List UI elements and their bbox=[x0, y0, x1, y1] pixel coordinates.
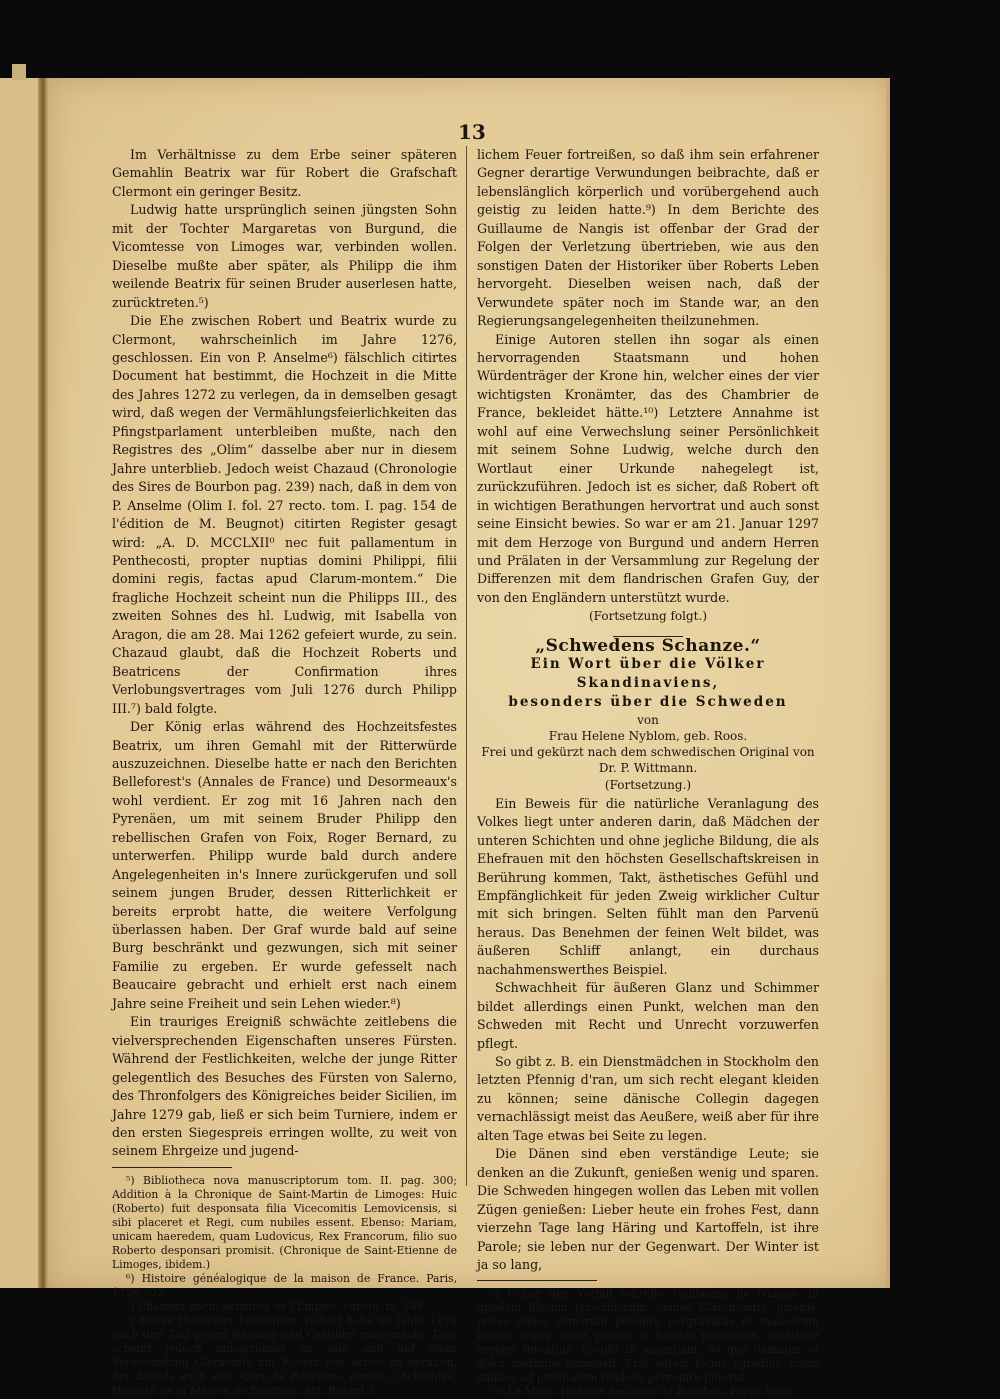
page-tab bbox=[12, 64, 26, 80]
byline-von: von bbox=[637, 713, 659, 728]
article-title: „Schwedens Schanze.“ bbox=[535, 635, 761, 656]
footnote-rule bbox=[477, 1280, 597, 1281]
article-subtitle: besonders über die Schweden bbox=[508, 694, 788, 711]
footnote: ⁹) Ueber den Vorfall schreibt Guillaume de Nangis: In quodam illorum tyrociniorum, comes Claromontis, juvenis, novus miles, armorum pondere pergravatus et malleorum ictibus super caput pluries et fortiter percussus, vexatione cerebri intonitus, decidit in amentiam, de quo damnum et dolor maximus emanavit. Erat autem forma egregius, cujus animus ad probitatem tendens pervenire poterat. bbox=[477, 1287, 819, 1385]
footnote: ⁵) Bibliotheca nova manuscriptorum tom. II. pag. 300; Addition à la Chronique de Saint-Martin de Limoges: Huic (Roberto) fuit desponsata filia Vicecomitis Lemovicensis, si sibi placeret et Regi, cum nubiles essent. Ebenso: Mariam, unicam haeredem, quam Ludovicus, Rex Francorum, filio suo Roberto desponsari promisit. (Chronique de Saint-Etienne de Limoges, ibidem.) bbox=[112, 1173, 457, 1271]
continuation-note: (Fortsetzung.) bbox=[604, 778, 692, 793]
paragraph: Schwachheit für äußeren Glanz und Schimmer bildet allerdings einen Punkt, welchen man den Schweden mit Recht und Unrecht vorzuwerfen pflegt. bbox=[477, 980, 819, 1051]
paragraph: Der König erlas während des Hochzeitsfestes Beatrix, um ihren Gemahl mit der Ritterwürde auszuzeichnen. Dieselbe hatte er nach den Berichten Belleforest's (Annales de France) und Desormeaux's wohl verdient. Er zog mit 16 Jahren nach den Pyrenäen, um mit seinem Bruder Philipp den rebellischen Grafen von Foix, Roger Bernard, zu unterwerfen. Philipp wurde bald durch andere Angelegenheiten in's Innere zurückgerufen und soll seinem jungen Bruder, dessen Ritterlichkeit er bereits erprobt hatte, die weitere Verfolgung überlassen haben. Der Graf wurde bald auf seine Burg beschränkt und gezwungen, sich mit seiner Familie zu ergeben. Er wurde gefesselt nach Beaucaire gebracht und erhielt erst nach einem Jahre seine Freiheit und sein Lehen wieder.⁸) bbox=[112, 719, 457, 1011]
continuation-note: (Fortsetzung folgt.) bbox=[589, 609, 707, 624]
paragraph: Ein trauriges Ereigniß schwächte zeitlebens die vielversprechenden Eigenschaften unseres Fürsten. Während der Festlichkeiten, welche der junge Ritter gelegentlich des Besuches des Fürsten von Salerno, des Thronfolgers des Königreiches beider Sicilien, im Jahre 1279 gab, ließ er sich beim Turniere, indem er den ersten Siegespreis erringen wollte, zu weit von seinem Ehrgeize und jugend- bbox=[112, 1014, 457, 1159]
page-edge bbox=[886, 78, 890, 1288]
right-column bbox=[477, 146, 819, 1399]
translator: Dr. P. Wittmann. bbox=[598, 761, 698, 776]
paragraph: Ein Beweis für die natürliche Veranlagung des Volkes liegt unter anderen darin, daß Mädchen der unteren Schichten und ohne jegliche Bildung, die als Ehefrauen mit den höchsten Gesellschaftskreisen in Berührung kommen, Takt, ästhetisches Gefühl und Empfänglichkeit für jeden Zweig wirklicher Cultur mit sich bringen. Selten fühlt man den Parvenü heraus. Das Benehmen der feinen Welt bildet, was äußeren Schliff anlangt, ein durchaus nachahmenswerthes Beispiel. bbox=[477, 795, 819, 977]
paragraph: lichem Feuer fortreißen, so daß ihm sein erfahrener Gegner derartige Verwundungen beibrachte, daß er lebenslänglich körperlich und vorübergehend auch geistig zu leiden hatte.⁹) In dem Berichte des Guillaume de Nangis ist offenbar der Grad der Folgen der Verletzung übertrieben, wie aus den sonstigen Daten der Historiker über Roberts Leben hervorgeht. Dieselben weisen nach, daß der Verwundete später noch im Stande war, an den Regierungsangelegenheiten theilzunehmen. bbox=[477, 147, 819, 329]
footnotes-left bbox=[112, 1174, 457, 1398]
left-column bbox=[112, 146, 457, 1398]
article-subtitle: Ein Wort über die Völker Skandinaviens, bbox=[530, 656, 766, 692]
footnote: ⁷) Chazaud nach: Archives de l'Empire. carton. m. 348. bbox=[126, 1299, 427, 1313]
page-number: 13 bbox=[458, 120, 486, 144]
footnote-rule bbox=[112, 1167, 232, 1168]
column-divider bbox=[466, 146, 467, 1186]
footnote: ¹⁰) La Mure, Histoire des ducs de Bourbon. Paris, 1860. bbox=[491, 1385, 796, 1399]
author: Frau Helene Nyblom, geb. Roos. bbox=[548, 729, 748, 744]
paragraph: Einige Autoren stellen ihn sogar als einen hervorragenden Staatsmann und hohen Würdenträger der Krone hin, welcher eines der vier wichtigsten Kronämter, das des Chambrier de France, bekleidet hätte.¹⁰) Letztere Annahme ist wohl auf eine Verwechslung seiner Persönlichkeit mit seinem Sohne Ludwig, welche durch den Wortlaut einer Urkunde nahegelegt ist, zurückzuführen. Jedoch ist es sicher, daß Robert oft in wichtigen Berathungen hervortrat und auch sonst seine Einsicht bewies. So war er am 21. Januar 1297 mit dem Herzoge von Burgund und andern Herren und Prälaten in der Versammlung zur Regelung der Differenzen mit dem flandrischen Grafen Guy, der von den Engländern unterstützt wurde. bbox=[477, 331, 819, 605]
paragraph: Im Verhältnisse zu dem Erbe seiner späteren Gemahlin Beatrix war für Robert die Grafschaft Clermont ein geringer Besitz. bbox=[112, 147, 457, 199]
paragraph: Die Dänen sind eben verständige Leute; sie denken an die Zukunft, genießen wenig und sparen. Die Schweden hingegen wollen das Leben mit vollen Zügen genießen: Lieber heute ein frohes Fest, dann vierzehn Tage lang Häring und Kartoffeln, ist ihre Parole; sie leben nur der Gegenwart. Der Winter ist ja so lang, bbox=[477, 1146, 819, 1273]
footnotes-right bbox=[477, 1287, 819, 1399]
translation-note: Frei und gekürzt nach dem schwedischen Original von bbox=[481, 745, 815, 760]
footnote: ⁶) Histoire généalogique de la maison de France. Paris, 1726—33. bbox=[112, 1271, 457, 1299]
paragraph: Ludwig hatte ursprünglich seinen jüngsten Sohn mit der Tochter Margaretas von Burgund, die Vicomtesse von Limoges war, verbinden wollen. Dieselbe mußte aber später, als Philipp die ihm weilende Beatrix für seinen Bruder auserlesen hatte, zurücktreten.⁵) bbox=[112, 202, 457, 310]
binding-edge bbox=[38, 78, 48, 1288]
paragraph: So gibt z. B. ein Dienstmädchen in Stockholm den letzten Pfennig d'ran, um sich recht elegant kleiden zu können; seine dänische Collegin dagegen vernachlässigt meist das Aeußere, weiß aber für ihre alten Tage etwas bei Seite zu legen. bbox=[477, 1054, 819, 1143]
footnote: ⁸) Einige Historiker behaupten, Robert habe im Jahre 1276 auch den Zug gegen Navarra und Castilien mitgemacht. Dies scheint jedoch unbegründet zu sein und auf einer Verwechslung Clermonts mit Robert von Artois zu beruhen, der damals auch sich »Sire de Bourbon« nannte. (Achaintre, Histoire de la Maison de Bourbon. Art. Robert.) bbox=[112, 1313, 457, 1397]
paragraph: Die Ehe zwischen Robert und Beatrix wurde zu Clermont, wahrscheinlich im Jahre 1276, geschlossen. Ein von P. Anselme⁶) fälschlich citirtes Document hat bestimmt, die Hochzeit in die Mitte des Jahres 1272 zu verlegen, da in demselben gesagt wird, daß wegen der Vermählungsfeierlichkeiten das Pfingstparlament unterbleiben mußte, nach den Registres des „Olim“ dasselbe aber nur in diesem Jahre unterblieb. Jedoch weist Chazaud (Chronologie des Sires de Bourbon pag. 239) nach, daß in dem von P. Anselme (Olim I. fol. 27 recto. tom. I. pag. 154 de l'édition de M. Beugnot) citirten Register gesagt wird: „A. D. MCCLXII⁰ nec fuit pallamentum in Penthecosti, propter nuptias domini Philippi, filii domini regis, factas apud Clarum-montem.“ Die fragliche Hochzeit scheint nun die Philipps III., des zweiten Sohnes des hl. Ludwig, mit Isabella von Aragon, die am 28. Mai 1262 gefeiert wurde, zu sein. Chazaud glaubt, daß die Hochzeit Roberts und Beatricens der Confirmation ihres Verlobungsvertrages vom Juli 1276 durch Philipp III.⁷) bald folgte. bbox=[112, 313, 457, 716]
